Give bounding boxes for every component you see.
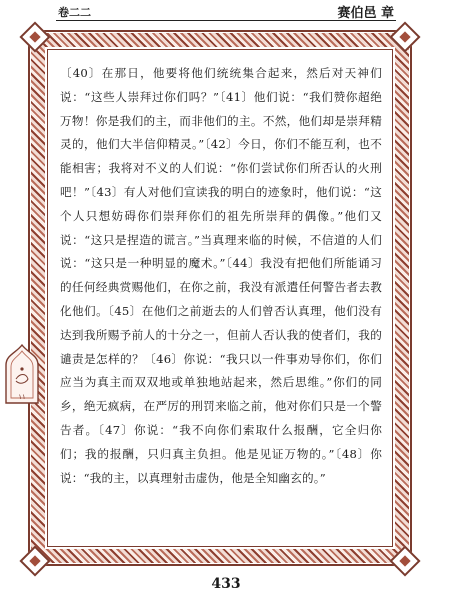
scripture-paragraph: 〔40〕在那日，他要将他们统统集合起来，然后对天神们说：“这些人崇拜过你们吗？”〔41〕他们说：“我们赞你超绝万物！你是我们的主，而非他们的主。不然，他们却是崇拜精灵的，他们大半信仰精灵。”〔42〕今日，你们不能互利，也不能相害；我将对不义的人们说：“你们尝试你们所否认的火刑吧！”〔43〕有人对他们宣读我的明白的迹象时，他们说：“这个人只想妨碍你们崇拜你们的祖先所崇拜的偶像。”他们又说：“这只是捏造的谎言。”当真理来临的时候，不信道的人们说：“这只是一种明显的魔术。”〔44〕我没有把他们所能诵习的任何经典赏赐他们，在你之前，我没有派遣任何警告者去教化他们。〔45〕在他们之前逝去的人们曾否认真理，他们没有达到我所赐予前人的十分之一，但前人否认我的使者们，我的谴责是怎样的？〔46〕你说：“我只以一件事劝导你们，你们应当为真主而双双地或单独地站起来，然后思维。”你们的同乡，绝无疯病，在严厉的刑罚来临之前，他对你们只是一个警告者。〔47〕你说：“我不向你们索取什么报酬，它全归你们；我的报酬，只归真主负担。他是见证万物的。”〔48〕你说：“我的主，以真理射击虚伪，他是全知幽玄的。”: [60, 66, 382, 485]
header-volume: 卷二二: [58, 6, 91, 19]
header-chapter: 赛伯邑 章: [337, 6, 394, 21]
page-number: 433: [211, 576, 241, 592]
section-marker: [2, 343, 42, 409]
header-rule: [56, 20, 396, 21]
section-marker-label: ١١: [18, 393, 26, 401]
scripture-text-block: [60, 62, 382, 490]
